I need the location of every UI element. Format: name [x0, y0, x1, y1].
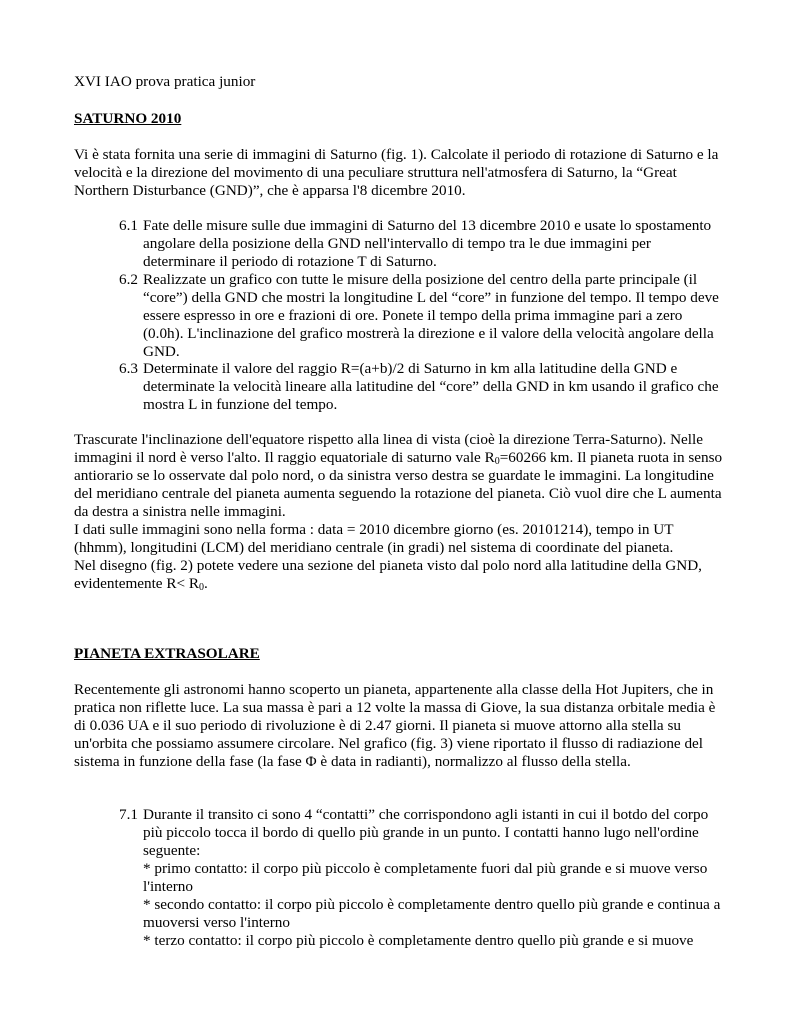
item-text: Realizzate un grafico con tutte le misure della posizione del centro della parte principale (il “core”) della GND che mostri la longitudine L del “core” in funzione del tempo. Il tempo deve essere espresso in ore e frazioni di ore. Ponete il tempo della prima immagine pari a zero (0.0h). L'inclinazione del grafico mostrerà la direzione e il valore della velocità angolare della GND.	[143, 271, 719, 360]
list-item	[119, 271, 724, 361]
item-text: Fate delle misure sulle due immagini di Saturno del 13 dicembre 2010 e usate lo spostamento angolare della posizione della GND nell'intervallo di tempo tra le due immagini per determinare il periodo di rotazione T di Saturno.	[143, 217, 712, 270]
saturn-paragraph-2: Trascurate l'inclinazione dell'equatore rispetto alla linea di vista (cioè la direzione Terra-Saturno). Nelle immagini il nord è verso l'alto. Il raggio equatoriale di saturno vale $R_0=60266$ km. Il pianeta ruota in senso antiorario se lo osservate dal polo nord, o da sinistra verso destra se guardate le immagini. La longitudine del meridiano centrale del pianeta aumenta seguendo la rotazione del pianeta. Ciò vuol dire che L aumenta da destra a sinistra nelle immagini. I dati sulle immagini sono nella forma : data = 2010 dicembre giorno (es. 20101214), tempo in UT (hhmm), longitudini (LCM) del meridiano centrale (in gradi) nel sistema di coordinate del pianeta. Nel disegno (fig. 2) potete vedere una sezione del pianeta visto dal polo nord alla latitudine della GND, evidentemente $R< R_0$.	[74, 431, 723, 593]
item-text: Determinate il valore del raggio R=(a+b)/2 di Saturno in km alla latitudine della GND e determinate la velocità lineare alla latitudine del “core” della GND in km usando il grafico che mostra L in funzione del tempo.	[143, 360, 719, 413]
item-number: 6.1	[119, 217, 138, 234]
list-item	[119, 360, 724, 414]
saturn-heading: SATURNO 2010	[74, 110, 182, 127]
document-title: XVI IAO prova pratica junior	[74, 73, 256, 90]
bullet-item: * terzo contatto: il corpo più piccolo è completamente dentro quello più grande e si muove	[143, 932, 694, 949]
exoplanet-intro: Recentemente gli astronomi hanno scoperto un pianeta, appartenente alla classe della Hot Jupiters, che in pratica non riflette luce. La sua massa è pari a 12 volte la massa di Giove, la sua distanza orbitale media è di 0.036 UA e il suo periodo di rivoluzione è di 2.47 giorni. Il pianeta si muove attorno alla stella su un'orbita che possiamo assumere circolare. Nel grafico (fig. 3) viene riportato il flusso di radiazione del sistema in funzione della fase (la fase Φ è data in radianti), normalizzo al flusso della stella.	[74, 681, 716, 770]
item-number: 6.3	[119, 360, 138, 377]
bullet-item: * primo contatto: il corpo più piccolo è completamente fuori dal più grande e si muove verso l'interno	[143, 860, 708, 895]
saturn-paragraph-3: I dati sulle immagini sono nella forma : data = 2010 dicembre giorno (es. 20101214), tempo in UT (hhmm), longitudini (LCM) del meridiano centrale (in gradi) nel sistema di coordinate del pianeta.	[74, 521, 674, 556]
item-number: 7.1	[119, 806, 138, 823]
saturn-intro: Vi è stata fornita una serie di immagini di Saturno (fig. 1). Calcolate il periodo di rotazione di Saturno e la velocità e la direzione del movimento di una peculiare struttura nell'atmosfera di Saturno, la “Great Northern Disturbance (GND)”, che è apparsa l'8 dicembre 2010.	[74, 146, 719, 199]
bullet-item: * secondo contatto: il corpo più piccolo è completamente dentro quello più grande e continua a muoversi verso l'interno	[143, 896, 721, 931]
exoplanet-heading: PIANETA EXTRASOLARE	[74, 645, 260, 662]
item-number: 6.2	[119, 271, 138, 288]
list-item	[119, 806, 724, 950]
saturn-paragraph-4: Nel disegno (fig. 2) potete vedere una sezione del pianeta visto dal polo nord alla latitudine della GND, evidentemente R< R	[74, 557, 702, 592]
list-item	[119, 217, 724, 271]
item-text: Durante il transito ci sono 4 “contatti” che corrispondono agli istanti in cui il botdo del corpo più piccolo tocca il bordo di quello più grande in un punto. I contatti hanno lugo nell'ordine seguente: * primo contatto: il corpo più piccolo è completamente fuori dal più grande e si muove verso l'interno * secondo contatto: il corpo più piccolo è completamente dentro quello più grande e continua a muoversi verso l'interno * terzo contatto: il corpo più piccolo è completamente dentro quello più grande e si muove	[143, 806, 724, 950]
